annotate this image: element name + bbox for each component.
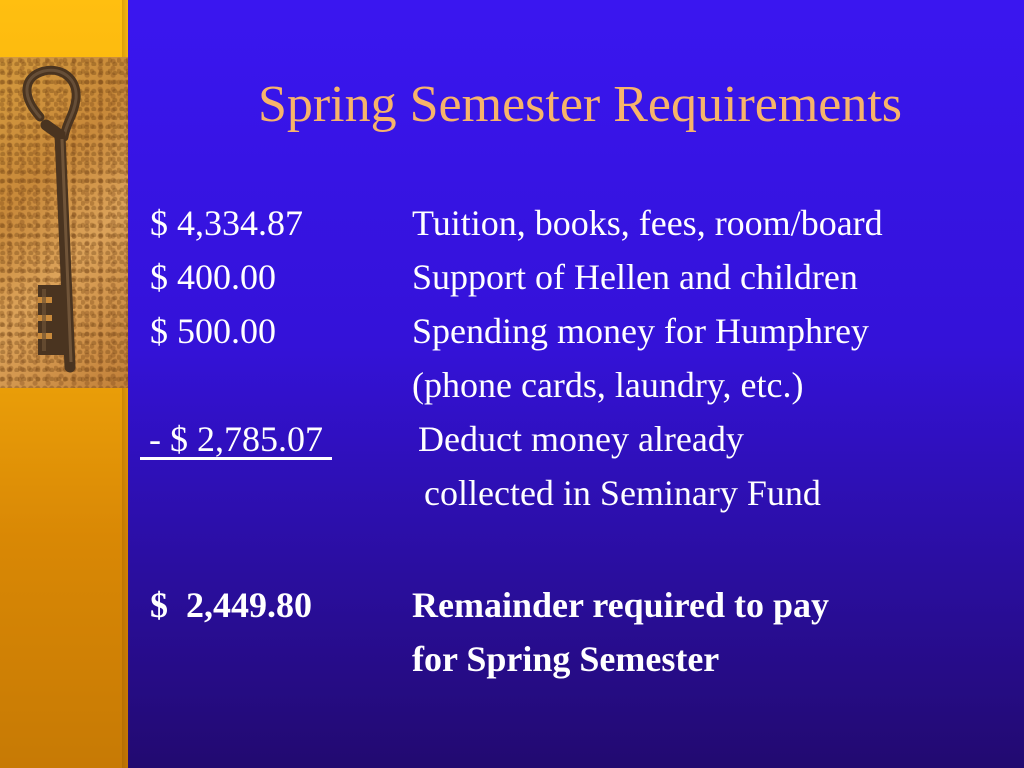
amount-deduct: - $ 2,785.07 <box>140 419 332 459</box>
description-tuition: Tuition, books, fees, room/board <box>412 203 883 243</box>
description-support: Support of Hellen and children <box>412 257 858 297</box>
description-total-line2: for Spring Semester <box>412 639 720 679</box>
amount-total: $ 2,449.80 <box>150 585 312 625</box>
description-deduct: Deduct money already <box>418 419 744 459</box>
description-total-line1: Remainder required to pay <box>412 585 830 625</box>
amount-support: $ 400.00 <box>150 257 276 297</box>
key-photo <box>0 57 128 388</box>
amount-tuition: $ 4,334.87 <box>150 203 303 243</box>
description-spending-detail: (phone cards, laundry, etc.) <box>412 365 804 405</box>
amount-spending: $ 500.00 <box>150 311 276 351</box>
key-icon <box>0 57 128 388</box>
slide-title: Spring Semester Requirements <box>257 76 903 133</box>
description-deduct-detail: collected in Seminary Fund <box>424 473 821 513</box>
description-spending: Spending money for Humphrey <box>412 311 869 351</box>
